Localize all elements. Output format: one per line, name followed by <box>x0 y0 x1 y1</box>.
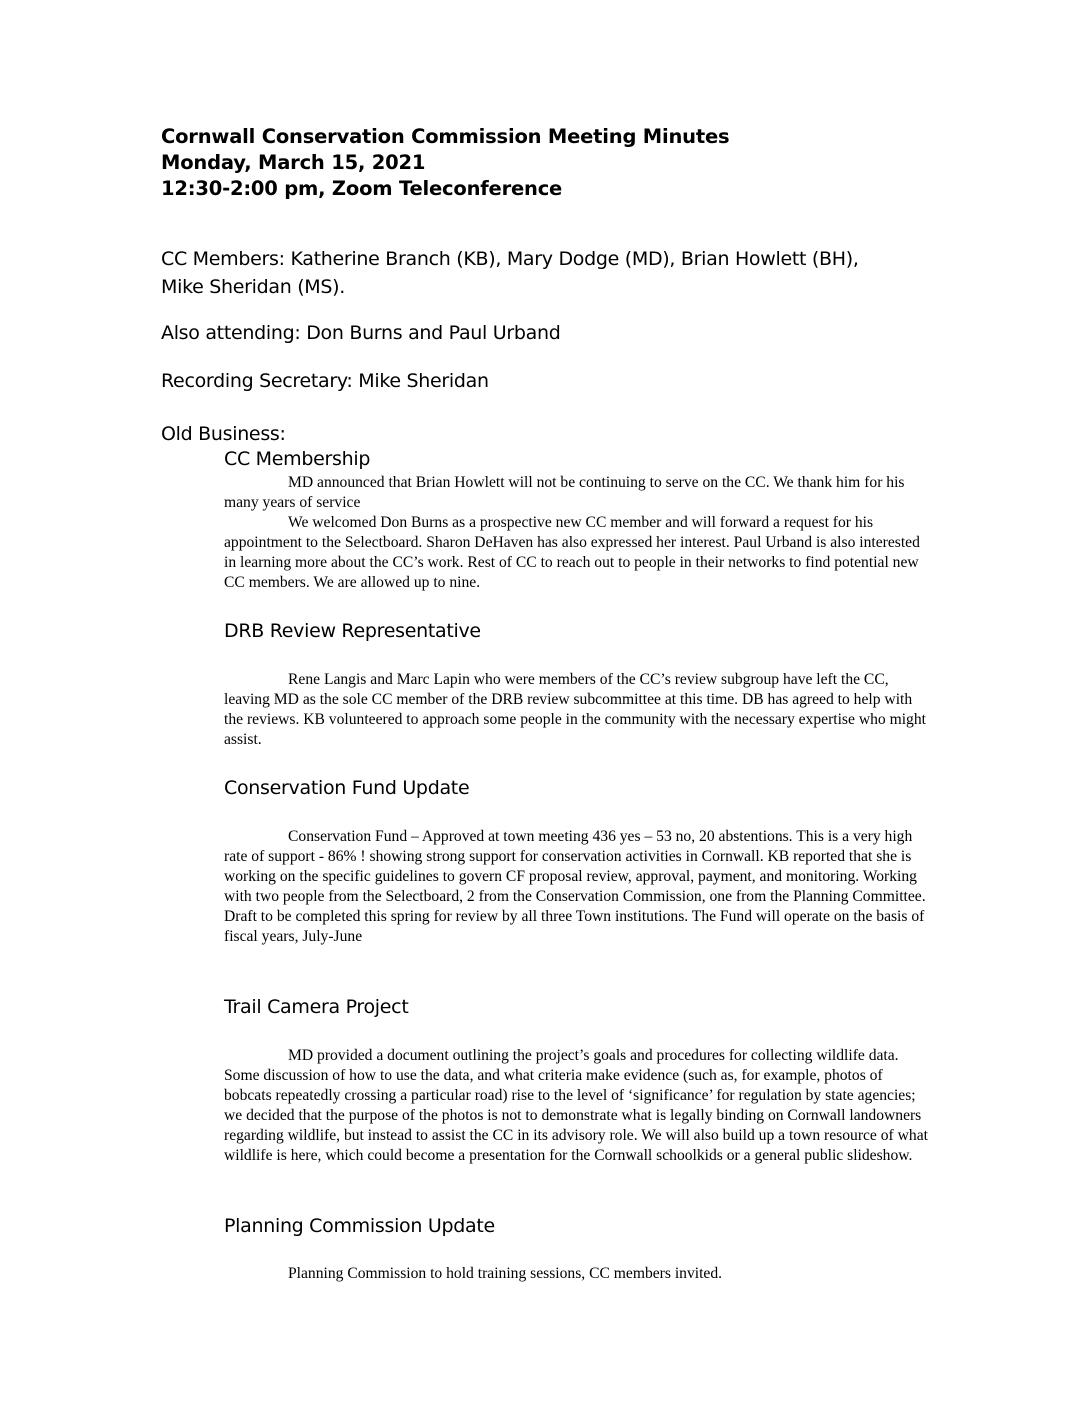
document-title <box>161 124 729 202</box>
section-body-conservation-fund <box>224 827 930 947</box>
section-heading-planning-commission: Planning Commission Update <box>224 1215 495 1237</box>
title-line-1: Cornwall Conservation Commission Meeting Minutes <box>161 125 730 148</box>
section-heading-cc-membership: CC Membership <box>224 448 371 470</box>
members-list <box>161 245 859 301</box>
title-line-3: 12:30-2:00 pm, Zoom Teleconference <box>161 177 563 200</box>
paragraph: Rene Langis and Marc Lapin who were members of the CC’s review subgroup have left the CC, leaving MD as the sole CC member of the DRB review subcommittee at this time. DB has agreed to help with the reviews. KB volunteered to approach some people in the community with the necessary expertise who might assist. <box>224 671 926 748</box>
paragraph: Planning Commission to hold training sessions, CC members invited. <box>288 1265 723 1282</box>
section-heading-conservation-fund: Conservation Fund Update <box>224 777 470 799</box>
paragraph: MD announced that Brian Howlett will not be continuing to serve on the CC. We thank him for his many years of service <box>224 474 905 511</box>
old-business-heading: Old Business: <box>161 423 286 445</box>
also-attending: Also attending: Don Burns and Paul Urband <box>161 322 561 344</box>
section-heading-drb-review: DRB Review Representative <box>224 620 481 642</box>
section-body-trail-camera <box>224 1046 930 1166</box>
paragraph: Conservation Fund – Approved at town meeting 436 yes – 53 no, 20 abstentions. This is a very high rate of support - 86% ! showing strong support for conservation activities in Cornwall. KB reported that she is working on the specific guidelines to govern CF proposal review, approval, payment, and monitoring. Working with two people from the Selectboard, 2 from the Conservation Commission, one from the Planning Committee. Draft to be completed this spring for review by all three Town institutions. The Fund will operate on the basis of fiscal years, July-June <box>224 828 926 945</box>
title-line-2: Monday, March 15, 2021 <box>161 151 426 174</box>
members-line-2: Mike Sheridan (MS). <box>161 276 346 298</box>
section-body-drb-review <box>224 670 930 750</box>
section-heading-trail-camera: Trail Camera Project <box>224 996 409 1018</box>
members-line-1: CC Members: Katherine Branch (KB), Mary Dodge (MD), Brian Howlett (BH), <box>161 248 859 270</box>
recording-secretary: Recording Secretary: Mike Sheridan <box>161 370 489 392</box>
paragraph: MD provided a document outlining the project’s goals and procedures for collecting wildlife data. Some discussion of how to use the data, and what criteria make evidence (such as, for example, photos of bobcats repeatedly crossing a particular road) rise to the level of ‘significance’ for regulation by state agencies; we decided that the purpose of the photos is not to demonstrate what is legally binding on Cornwall landowners regarding wildlife, but instead to assist the CC in its advisory role. We will also build up a town resource of what wildlife is here, which could become a presentation for the Cornwall schoolkids or a general public slideshow. <box>224 1047 928 1164</box>
section-body-planning-commission <box>224 1264 930 1284</box>
section-body-cc-membership <box>224 473 930 593</box>
paragraph: We welcomed Don Burns as a prospective new CC member and will forward a request for his appointment to the Selectboard. Sharon DeHaven has also expressed her interest. Paul Urband is also interested in learning more about the CC’s work. Rest of CC to reach out to people in their networks to find potential new CC members. We are allowed up to nine. <box>224 514 920 591</box>
